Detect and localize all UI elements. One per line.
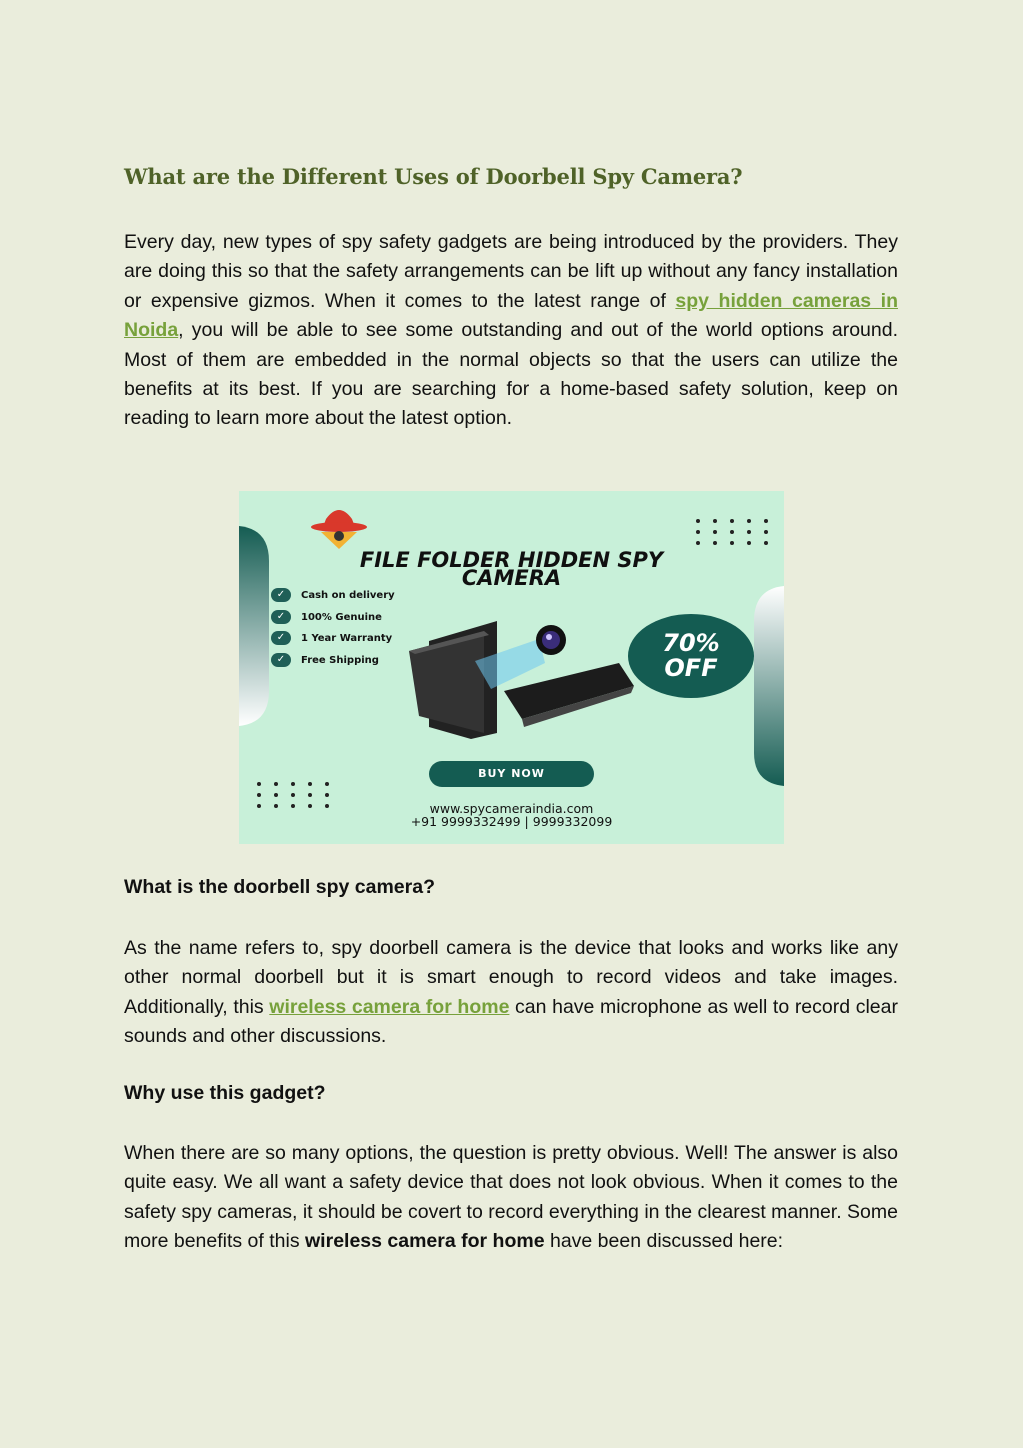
check-icon: ✓ — [271, 653, 291, 667]
feature-cod: ✓ Cash on delivery — [271, 588, 395, 602]
article-title: What are the Different Uses of Doorbell Spy Camera? — [124, 164, 743, 189]
discount-badge — [628, 614, 754, 698]
feature-genuine: ✓ 100% Genuine — [271, 610, 382, 624]
intro-paragraph — [124, 228, 898, 434]
spy-hidden-cameras-noida-link[interactable]: spy hidden cameras in Noida — [124, 289, 898, 342]
why-paragraph — [124, 1139, 898, 1257]
doorbell-text-start: As the name refers to, spy doorbell camera is the device that looks and works like any other normal doorbell but it is smart enough to record videos and take images. Additionally, this — [124, 937, 898, 1018]
section-heading-why: Why use this gadget? — [124, 1082, 326, 1104]
banner-title-line1: FILE FOLDER HIDDEN SPY — [359, 548, 664, 572]
banner-website: www.spycameraindia.com — [429, 801, 594, 816]
doorbell-text-end: can have microphone as well to record clear sounds and other discussions. — [124, 995, 898, 1048]
feature-warranty: ✓ 1 Year Warranty — [271, 631, 392, 645]
product-promo-banner[interactable] — [239, 491, 784, 844]
check-icon: ✓ — [271, 588, 291, 602]
dots-pattern-top-right — [696, 519, 768, 545]
discount-percent: 70% — [662, 629, 720, 657]
intro-text-end: , you will be able to see some outstanding and out of the world options around. Most of them are embedded in the normal objects so that the users can utilize the benefits at its best. If you are searching for a home-based safety solution, keep on reading to learn more about the latest option. — [124, 319, 898, 430]
file-folder-camera-image — [409, 621, 634, 739]
banner-phones: +91 9999332499 | 9999332099 — [410, 814, 613, 829]
check-icon: ✓ — [271, 631, 291, 645]
right-gradient-pill — [754, 586, 784, 786]
check-icon: ✓ — [271, 610, 291, 624]
banner-title-line2: CAMERA — [461, 566, 562, 590]
why-text-start: When there are so many options, the question is pretty obvious. Well! The answer is also quite easy. We all want a safety device that does not look obvious. When it comes to the safety spy cameras, it should be covert to record everything in the clearest manner. Some more benefits of this — [124, 1142, 898, 1253]
feature-shipping: ✓ Free Shipping — [271, 653, 379, 667]
spy-logo-icon — [311, 510, 367, 549]
wireless-camera-link[interactable]: wireless camera for home — [269, 995, 510, 1018]
buy-now-button[interactable]: BUY NOW — [429, 761, 594, 787]
intro-text-start: Every day, new types of spy safety gadgets are being introduced by the providers. They are doing this so that the safety arrangements can be lift up without any fancy installation or expensive gizmos. When it comes to the latest range of — [124, 231, 898, 312]
why-bold-term: wireless camera for home — [305, 1230, 545, 1253]
why-text-end: have been discussed here: — [544, 1230, 784, 1253]
discount-off: OFF — [664, 654, 718, 682]
doorbell-paragraph — [124, 934, 898, 1052]
section-heading-doorbell: What is the doorbell spy camera? — [124, 876, 435, 898]
